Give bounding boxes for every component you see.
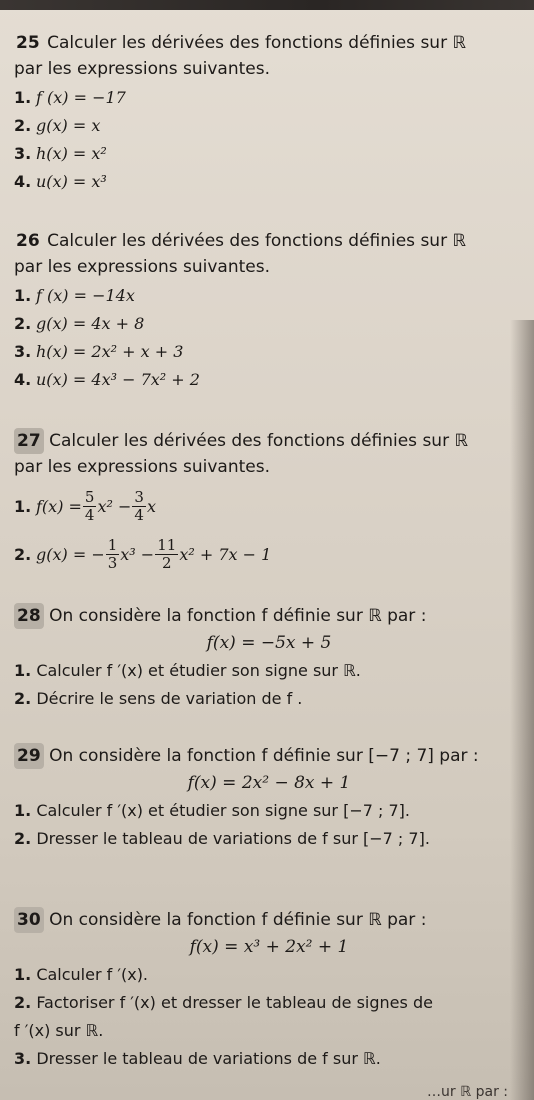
item-number: 2. (14, 544, 32, 564)
item-term: x² − (97, 496, 132, 516)
item-number: 3. (14, 342, 32, 361)
item-term: x³ − (120, 544, 155, 564)
exercise-instruction-cont: par les expressions suivantes. (14, 59, 270, 79)
exercise-30 (14, 907, 524, 1073)
exercise-item (14, 310, 524, 338)
exercise-30-heading (14, 907, 524, 933)
question-text: Décrire le sens de variation de f . (36, 689, 303, 708)
question-1 (14, 657, 524, 685)
exercise-28-heading (14, 603, 524, 629)
exercise-item (14, 484, 524, 528)
item-expression: h(x) = 2x² + x + 3 (36, 342, 184, 361)
fraction-numerator: 5 (84, 487, 95, 506)
exercise-item (14, 112, 524, 140)
item-expression: f (x) = −17 (36, 88, 126, 107)
question-number: 3. (14, 1049, 32, 1068)
exercise-instruction: On considère la fonction f définie sur ℝ par : (49, 606, 427, 626)
fraction-denominator: 2 (161, 553, 172, 572)
item-expression: u(x) = 4x³ − 7x² + 2 (36, 370, 200, 389)
item-lhs: f(x) = (36, 496, 82, 516)
item-number: 4. (14, 370, 32, 389)
question-number: 2. (14, 829, 32, 848)
fraction (155, 537, 178, 572)
function-formula: f(x) = x³ + 2x² + 1 (189, 937, 349, 957)
question-2 (14, 685, 524, 713)
exercise-29-heading (14, 743, 524, 769)
question-number: 1. (14, 965, 32, 984)
question-number: 1. (14, 661, 32, 680)
cut-off-text: …ur ℝ par : (426, 1084, 508, 1100)
exercise-item (14, 282, 524, 310)
exercise-items (14, 282, 524, 394)
question-1 (14, 797, 524, 825)
fraction-denominator: 4 (134, 505, 144, 524)
exercise-instruction: On considère la fonction f définie sur ℝ par : (49, 910, 427, 930)
exercise-25-heading (14, 30, 524, 56)
item-expression: u(x) = x³ (36, 172, 107, 191)
exercise-instruction: On considère la fonction f définie sur [−7 ; 7] par : (49, 746, 479, 766)
exercise-number: 26 (16, 231, 40, 251)
fraction-numerator: 3 (134, 487, 144, 506)
item-number: 1. (14, 286, 32, 305)
exercise-number: 27 (14, 428, 44, 454)
exercise-number: 25 (16, 33, 40, 53)
item-expression: g(x) = 4x + 8 (36, 314, 145, 333)
exercise-instruction: Calculer les dérivées des fonctions définies sur ℝ (49, 431, 468, 451)
fraction (83, 489, 97, 524)
question-3 (14, 1045, 524, 1073)
item-expression: h(x) = x² (36, 144, 107, 163)
item-number: 1. (14, 496, 32, 516)
item-expression: g(x) = x (36, 116, 101, 135)
question-2 (14, 825, 524, 853)
question-number: 2. (14, 993, 32, 1012)
exercise-26 (14, 228, 524, 394)
question-text: Dresser le tableau de variations de f sur [−7 ; 7]. (36, 829, 430, 848)
item-number: 2. (14, 314, 32, 333)
fraction-denominator: 4 (84, 505, 95, 524)
function-formula: f(x) = 2x² − 8x + 1 (187, 773, 351, 793)
exercise-number: 28 (14, 603, 44, 629)
question-number: 1. (14, 801, 32, 820)
exercise-item (14, 532, 524, 576)
fraction-numerator: 11 (157, 535, 177, 554)
exercise-item (14, 168, 524, 196)
item-number: 1. (14, 88, 32, 107)
exercise-instruction-cont: par les expressions suivantes. (14, 257, 270, 277)
fraction-numerator: 1 (107, 535, 118, 554)
question-number: 2. (14, 689, 32, 708)
question-text: Factoriser f ′(x) et dresser le tableau de signes de (36, 993, 433, 1012)
fraction-denominator: 3 (107, 553, 118, 572)
exercise-instruction-cont: par les expressions suivantes. (14, 457, 270, 477)
exercise-items (14, 84, 524, 196)
exercise-29 (14, 743, 524, 853)
question-1 (14, 961, 524, 989)
exercise-25 (14, 30, 524, 196)
exercise-27 (14, 428, 524, 576)
exercise-item (14, 338, 524, 366)
question-text: Calculer f ′(x) et étudier son signe sur [−7 ; 7]. (36, 801, 410, 820)
item-term: x (146, 496, 156, 516)
question-text: Dresser le tableau de variations de f sur ℝ. (36, 1049, 381, 1068)
exercise-number: 29 (14, 743, 44, 769)
exercise-instruction: Calculer les dérivées des fonctions définies sur ℝ (47, 231, 466, 251)
question-2-cont: f ′(x) sur ℝ. (14, 1021, 104, 1040)
function-formula: f(x) = −5x + 5 (206, 633, 332, 653)
fraction (106, 537, 120, 572)
exercise-28 (14, 603, 524, 713)
exercise-number: 30 (14, 907, 44, 933)
exercise-27-heading (14, 428, 524, 454)
item-number: 2. (14, 116, 32, 135)
exercise-item (14, 366, 524, 394)
item-number: 3. (14, 144, 32, 163)
question-text: Calculer f ′(x) et étudier son signe sur ℝ. (36, 661, 361, 680)
item-term: x² + 7x − 1 (179, 544, 272, 564)
fraction (132, 489, 146, 524)
exercise-item (14, 84, 524, 112)
exercise-instruction: Calculer les dérivées des fonctions définies sur ℝ (47, 33, 466, 53)
page-top-edge (0, 0, 534, 10)
question-text: Calculer f ′(x). (36, 965, 149, 984)
item-expression: f (x) = −14x (36, 286, 135, 305)
exercise-item (14, 140, 524, 168)
item-number: 4. (14, 172, 32, 191)
exercise-26-heading (14, 228, 524, 254)
item-lhs: g(x) = − (36, 544, 105, 564)
question-2 (14, 989, 524, 1017)
